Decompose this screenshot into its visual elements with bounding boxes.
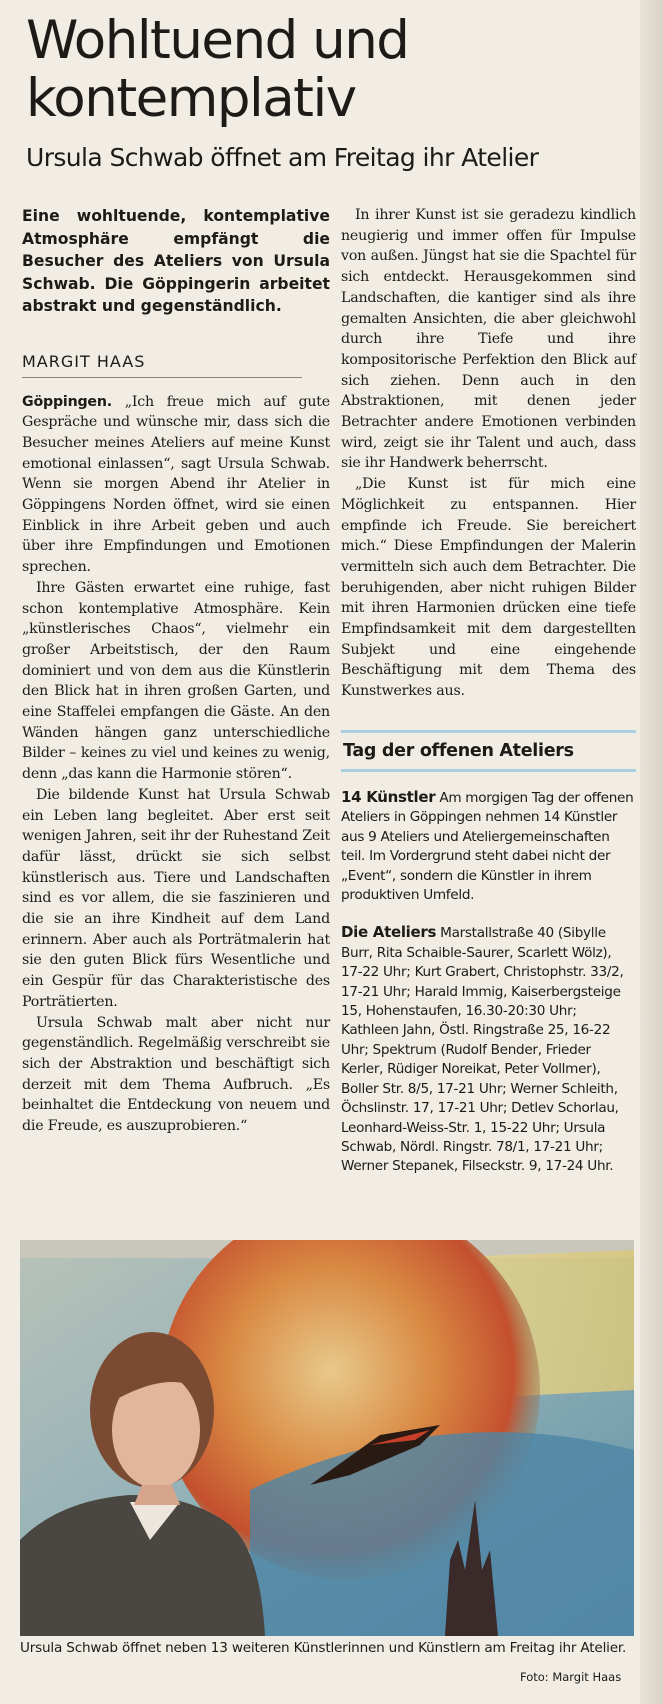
adjacent-page-edge — [640, 0, 663, 1704]
photo-caption: Ursula Schwab öffnet neben 13 weiteren Künstlerinnen und Künstlern am Freitag ihr Atelier. — [20, 1640, 627, 1656]
info-box-paragraph: Die Ateliers Marstallstraße 40 (Sibylle Burr, Rita Schaible-Saurer, Scarlett Wölz), 17-22 Uhr; Kurt Grabert, Christophstr. 33/2, 17-21 Uhr; Harald Immig, Kaiserbergsteige 15, Hohenstaufen, 16.30-20:30 Uhr; Kathleen Jahn, Östl. Ringstraße 25, 16-22 Uhr; Spektrum (Rudolf Bender, Frieder Kerler, Rüdiger Noreikat, Peter Vollmer), Boller Str. 8/5, 17-21 Uhr; Werner Schleith, Öchslinstr. 17, 17-21 Uhr; Detlev Schorlau, Leonhard-Weiss-Str. 1, 15-22 Uhr; Ursula Schwab, Nördl. Ringstr. 78/1, 17-21 Uhr; Werner Stepanek, Filseckstr. 9, 17-24 Uhr. — [341, 923, 624, 1175]
article-photo — [20, 1240, 634, 1636]
headline — [26, 12, 626, 128]
photo-illustration — [20, 1240, 634, 1636]
article-body-left — [22, 392, 330, 1137]
body-paragraph: „Die Kunst ist für mich eine Möglichkeit zu entspannen. Hier empfinde ich Freude. Sie bereichert mich.“ Diese Empfindungen der Malerin vermitteln sich auch dem Betrachter. Die beruhigenden, aber nicht ruhigen Bilder mit ihren Harmonien drücken eine tiefe Empfindsamkeit mit dem dargestellten Subjekt und eine eingehende Beschäftigung mit dem Thema des Kunstwerkes aus. — [341, 476, 636, 700]
subheadline: Ursula Schwab öffnet am Freitag ihr Atelier — [26, 143, 539, 172]
right-column — [341, 205, 636, 702]
body-paragraph: Göppingen. „Ich freue mich auf gute Gespräche und wünsche mir, dass sich die Besucher meines Ateliers auf meine Kunst emotional einlassen“, sagt Ursula Schwab. Wenn sie morgen Abend ihr Atelier in Göppingens Norden öffnet, wird sie einen Einblick in ihre Arbeit geben und auch über ihre Empfindungen und Emotionen sprechen. — [22, 393, 330, 576]
article-body-right — [341, 205, 636, 702]
headline-line-1: Wohltuend und — [26, 10, 409, 71]
photo-credit: Foto: Margit Haas — [520, 1670, 622, 1684]
body-paragraph: Die bildende Kunst hat Ursula Schwab ein Leben lang begleitet. Aber erst seit wenigen Jahren, seit ihr der Ruhestand Zeit dafür lässt, drückt sie sich selbst künstlerisch aus. Tiere und Landschaften sind es vor allem, die sie faszinieren und die sie an ihre Kindheit auf dem Land erinnern. Aber auch als Porträtmalerin hat sie den guten Blick fürs Wesentliche und ein Gespür für das Charakteristische des Porträtierten. — [22, 786, 330, 1010]
lead-paragraph: Eine wohltuende, kontemplative Atmosphäre empfängt die Besucher des Ateliers von Ursula Schwab. Die Göppingerin arbeitet abstrakt und gegenständlich. — [22, 207, 330, 315]
dateline: Göppingen. — [22, 393, 112, 410]
info-box-title: Tag der offenen Ateliers — [341, 730, 636, 772]
info-box — [341, 730, 636, 1177]
author-byline: MARGIT HAAS — [22, 352, 302, 378]
headline-line-2: kontemplativ — [26, 68, 356, 129]
body-paragraph: Ihre Gästen erwartet eine ruhige, fast schon kontemplative Atmosphäre. Kein „künstlerisches Chaos“, vielmehr ein großer Arbeitstisch, der den Raum dominiert und von dem aus die Künstlerin den Blick hat in ihren großen Garten, und eine Staffelei empfangen die Gäste. An den Wänden hängen ganz unterschiedliche Bilder – keines zu viel und keines zu wenig, denn „das kann die Harmonie stören“. — [22, 579, 330, 783]
body-paragraph: Ursula Schwab malt aber nicht nur gegenständlich. Regelmäßig verschreibt sie sich der Abstraktion und beschäftigt sich derzeit mit dem Thema Aufbruch. „Es beinhaltet die Entdeckung von neuem und die Freude, es auszuprobieren.“ — [22, 1014, 330, 1135]
info-box-bold-lead: 14 Künstler — [341, 788, 436, 806]
info-box-bold-lead: Die Ateliers — [341, 923, 437, 942]
body-paragraph: In ihrer Kunst ist sie geradezu kindlich neugierig und immer offen für Impulse von außen. Jüngst hat sie die Spachtel für sich entdeckt. Herausgekommen sind Landschaften, die kantiger sind als ihre gemalten Ansichten, die aber gleichwohl durch ihre Tiefe und ihre kompositorische Perfektion den Blick auf sich ziehen. Denn auch in den Abstraktionen, mit denen jeder Betrachter andere Emotionen verbinden wird, zeigt sie ihr Talent und auch, dass sie ihr Handwerk beherrscht. — [341, 207, 636, 472]
left-column — [22, 205, 330, 1137]
person-neck — [134, 1485, 180, 1505]
info-box-paragraph: 14 Künstler Am morgigen Tag der offenen Ateliers in Göppingen nehmen 14 Künstler aus 9 Ateliers und Ateliergemeinschaften teil. Im Vordergrund steht dabei nicht der „Event“, sondern die Künstler in ihrem produktiven Umfeld. — [341, 788, 634, 904]
